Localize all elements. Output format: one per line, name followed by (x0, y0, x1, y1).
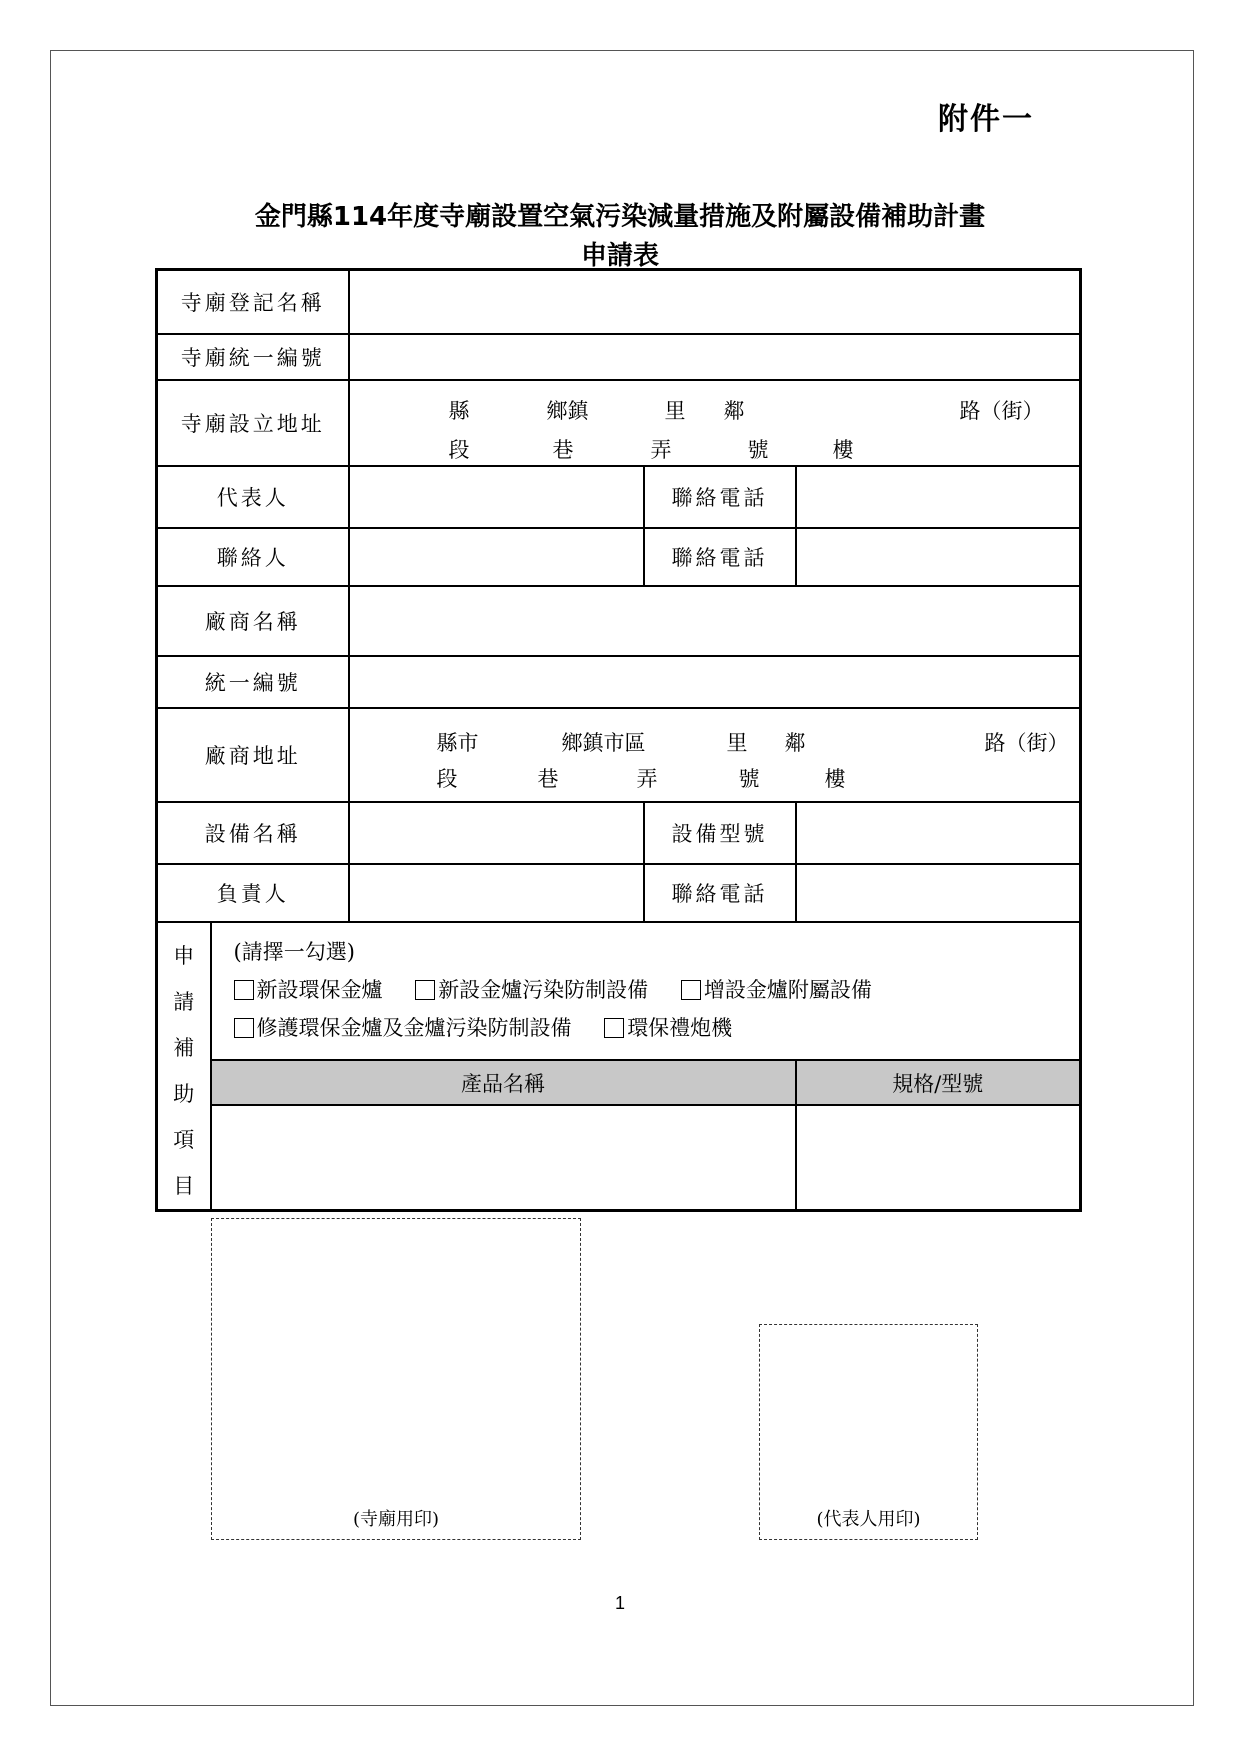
temple-address-label: 寺廟設立地址 (157, 380, 349, 466)
contact-phone-field[interactable] (796, 528, 1081, 586)
spec-model-header: 規格/型號 (796, 1060, 1081, 1104)
person-in-charge-phone-field[interactable] (796, 864, 1081, 922)
temple-id-label: 寺廟統一編號 (157, 334, 349, 380)
row-contact (157, 528, 1081, 586)
subsidy-options-cell (211, 922, 1081, 1061)
row-vendor-name (157, 586, 1081, 656)
vendor-id-field[interactable] (349, 656, 1081, 708)
addr-floor: 樓 (832, 437, 854, 462)
vendor-address-field[interactable] (349, 708, 1081, 802)
contact-phone-label: 聯絡電話 (644, 528, 796, 586)
form-title: 金門縣114年度寺廟設置空氣污染減量措施及附屬設備補助計畫 (254, 202, 986, 232)
temple-stamp-box[interactable] (211, 1218, 581, 1540)
addr-lane: 巷 (552, 437, 574, 462)
option-label: 新設環保金爐 (256, 977, 383, 1002)
vaddr-neighborhood: 鄰 (784, 730, 806, 755)
addr-number: 號 (747, 437, 769, 462)
application-form-table (155, 268, 1082, 1212)
temple-stamp-label: (寺廟用印) (352, 1509, 440, 1530)
addr-neighborhood: 鄰 (723, 398, 745, 423)
equipment-name-field[interactable] (349, 802, 644, 864)
vaddr-road: 路（街） (984, 730, 1069, 755)
vendor-name-label: 廠商名稱 (157, 586, 349, 656)
subsidy-options-line2 (234, 1009, 1080, 1047)
checkbox-icon[interactable] (415, 980, 435, 1000)
spec-model-field[interactable] (796, 1105, 1081, 1210)
subsidy-label-char: 助 (173, 1081, 195, 1106)
row-temple-name (157, 270, 1081, 334)
person-in-charge-label: 負責人 (157, 864, 349, 922)
attachment-label: 附件一 (938, 102, 1034, 137)
vaddr-county: 縣市 (436, 730, 479, 755)
subsidy-label-char: 請 (173, 989, 195, 1014)
row-product-header (157, 1060, 1081, 1104)
row-vendor-id (157, 656, 1081, 708)
vaddr-alley: 弄 (636, 766, 658, 791)
row-person-in-charge (157, 864, 1081, 922)
option-new-furnace[interactable] (234, 978, 383, 1002)
temple-address-field[interactable] (349, 380, 1081, 466)
person-in-charge-phone-label: 聯絡電話 (644, 864, 796, 922)
row-vendor-address (157, 708, 1081, 802)
option-new-pollution-control[interactable] (415, 978, 648, 1002)
temple-name-field[interactable] (349, 270, 1081, 334)
product-name-header: 產品名稱 (211, 1060, 796, 1104)
product-name-field[interactable] (211, 1105, 796, 1210)
vendor-name-field[interactable] (349, 586, 1081, 656)
addr-alley: 弄 (650, 437, 672, 462)
contact-field[interactable] (349, 528, 644, 586)
subsidy-options-line1 (234, 971, 1080, 1009)
vaddr-village: 里 (726, 730, 748, 755)
row-representative (157, 466, 1081, 528)
vendor-id-label: 統一編號 (157, 656, 349, 708)
representative-label: 代表人 (157, 466, 349, 528)
vendor-address-label: 廠商地址 (157, 708, 349, 802)
row-temple-address (157, 380, 1081, 466)
person-in-charge-field[interactable] (349, 864, 644, 922)
checkbox-icon[interactable] (234, 980, 254, 1000)
option-label: 環保禮炮機 (627, 1015, 733, 1040)
vaddr-township: 鄉鎮市區 (561, 730, 646, 755)
representative-stamp-label: (代表人用印) (816, 1509, 921, 1530)
addr-road: 路（街） (959, 398, 1044, 423)
equipment-name-label: 設備名稱 (157, 802, 349, 864)
option-repair[interactable] (234, 1016, 572, 1040)
subsidy-instruction: (請擇一勾選) (233, 939, 355, 964)
addr-section: 段 (448, 437, 470, 462)
addr-township: 鄉鎮 (546, 398, 589, 423)
page-number: 1 (614, 1593, 625, 1613)
vaddr-lane: 巷 (537, 766, 559, 791)
subsidy-items-label (157, 922, 211, 1211)
row-subsidy-options (157, 922, 1081, 1061)
form-subtitle: 申請表 (580, 241, 659, 271)
subsidy-label-char: 補 (173, 1035, 195, 1060)
checkbox-icon[interactable] (604, 1018, 624, 1038)
subsidy-label-char: 項 (173, 1127, 195, 1152)
addr-county: 縣 (448, 398, 470, 423)
subsidy-label-char: 申 (173, 943, 195, 968)
vaddr-section: 段 (436, 766, 458, 791)
checkbox-icon[interactable] (234, 1018, 254, 1038)
representative-phone-label: 聯絡電話 (644, 466, 796, 528)
representative-phone-field[interactable] (796, 466, 1081, 528)
contact-label: 聯絡人 (157, 528, 349, 586)
temple-id-field[interactable] (349, 334, 1081, 380)
addr-village: 里 (664, 398, 686, 423)
representative-field[interactable] (349, 466, 644, 528)
option-label: 新設金爐污染防制設備 (438, 977, 649, 1002)
subsidy-label-char: 目 (173, 1173, 195, 1198)
checkbox-icon[interactable] (681, 980, 701, 1000)
option-label: 修護環保金爐及金爐污染防制設備 (256, 1015, 572, 1040)
representative-stamp-box[interactable] (759, 1324, 978, 1540)
temple-name-label: 寺廟登記名稱 (157, 270, 349, 334)
option-add-accessory[interactable] (681, 978, 872, 1002)
equipment-model-field[interactable] (796, 802, 1081, 864)
vaddr-number: 號 (738, 766, 760, 791)
vaddr-floor: 樓 (824, 766, 846, 791)
row-product-entry (157, 1105, 1081, 1210)
row-equipment (157, 802, 1081, 864)
equipment-model-label: 設備型號 (644, 802, 796, 864)
row-temple-id (157, 334, 1081, 380)
option-label: 增設金爐附屬設備 (703, 977, 872, 1002)
option-firecracker-machine[interactable] (604, 1016, 732, 1040)
